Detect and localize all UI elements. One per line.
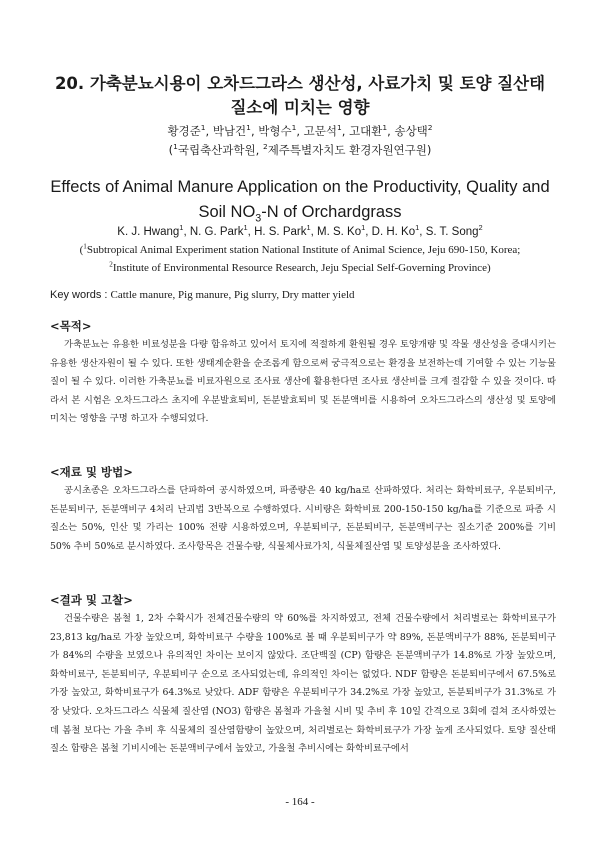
author-en: N. G. Park$^1$ bbox=[189, 223, 248, 238]
keywords bbox=[50, 287, 560, 303]
english-affiliation-1: ($^1$Subtropical Animal Experiment station National Institute of Animal Science, Jeju 690-150, Korea; bbox=[79, 242, 521, 256]
keywords-label: Key words : bbox=[50, 289, 111, 301]
author-ko: 고문석$^1$ bbox=[303, 123, 342, 138]
author-en: K. J. Hwang$^1$ bbox=[117, 223, 184, 238]
author-en: D. H. Ko$^1$ bbox=[371, 223, 420, 238]
purpose-paragraph: 가축분뇨는 유용한 비료성분을 다량 함유하고 있어서 토지에 적절하게 환원될 경우 토양개량 및 작물 생산성을 증대시키는 유용한 생산자원이 될 수 있다. 또한 생태계순환을 순조롭게 함으로써 궁극적으로는 환경을 보전하는데 기여할 수 있는 기능물질이 될 수 있다. 이러한 가축분뇨를 비료자원으로 조사료 생산에 활용한다면 조사료 생산비를 크게 절감할 수 있을 것이다. 따라서 본 시험은 오차드그라스 초지에 우분발효퇴비, 돈분발효퇴비 및 돈분액비를 시용하여 오차드그라스의 생산성 및 토양에 미치는 영향을 구명 하고자 수행되었다. bbox=[50, 339, 556, 425]
author-ko: 고대환$^1$ bbox=[349, 123, 388, 138]
author-en: S. T. Song$^2$ bbox=[425, 223, 483, 238]
english-affiliation-2: $^2$Institute of Environmental Resource Research, Jeju Special Self-Governing Province) bbox=[109, 260, 491, 274]
english-authors: K. J. Hwang$^1$, N. G. Park$^1$, H. S. Park$^1$, M. S. Ko$^1$, D. H. Ko$^1$, S. T. Song$^2$ bbox=[117, 223, 483, 238]
author-ko: 박형수$^1$ bbox=[258, 123, 297, 138]
korean-title-line-2: 질소에 미치는 영향 bbox=[230, 98, 370, 117]
section-heading-results: <결과 및 고찰> bbox=[50, 593, 133, 607]
korean-title bbox=[40, 72, 560, 120]
korean-authors: 황경준$^1$, 박남건$^1$, 박형수$^1$, 고문석$^1$, 고대환$^1$, 송상택$^2$ bbox=[167, 123, 433, 138]
korean-affiliations: ($^1$국립축산과학원, $^2$제주특별자치도 환경자원연구원) bbox=[168, 142, 432, 157]
results-paragraph: 건물수량은 봄철 1, 2차 수확시가 전체건물수량의 약 60%를 차지하였고, 전체 건물수량에서 처리별로는 화학비료구가 23,813 kg/ha로 가장 높았으며, 화학비료구 수량을 100%로 볼 때 우분퇴비구가 약 89%, 돈분액비구가 88%, 돈분퇴비구가 84%의 수량을 보였으나 유의적인 차이는 보이지 않았다. 조단백질 (CP) 함량은 돈분액비구가 14.8%로 가장 높았으며, 화학비료구, 돈분퇴비구, 우분퇴비구 순으로 조사되었는데, 유의적인 차이는 없었다. NDF 함량은 돈분퇴비구에서 67.5%로 가장 높았고, 화학비료구가 64.3%로 낮았다. ADF 함량은 우분퇴비구가 34.2%로 가장 높았고, 돈분퇴비구가 31.3%로 가장 낮았다. 오차드그라스 식물체 질산염 (NO3) 함량은 봄철과 가을철 시비 및 추비 후 10일 간격으로 3회에 걸쳐 조사하였는데 봄철 보다는 가을 추비 후 식물체의 질산염함량이 높았으며, 처리별로는 화학비료구가 가장 높게 조사되었다. 토양 질산태질소 함량은 봄철 기비시에는 돈분액비구에서 높았고, 가을철 추비시에는 화학비료구에서 bbox=[50, 613, 556, 755]
keywords-text: Cattle manure, Pig manure, Pig slurry, Dry matter yield bbox=[110, 289, 355, 301]
korean-title-line-1: 20. 가축분뇨시용이 오차드그라스 생산성, 사료가치 및 토양 질산태 bbox=[54, 74, 546, 93]
english-title bbox=[30, 175, 570, 225]
english-title-line-2: Soil $NO_3-N$ of Orchardgrass bbox=[198, 203, 402, 225]
methods-paragraph: 공시초종은 오차드그라스를 단파하여 공시하였으며, 파종량은 40 kg/ha로 산파하였다. 처리는 화학비료구, 우분퇴비구, 돈분퇴비구, 돈분액비구 4처리 난괴법 3반복으로 수행하였다. 시비량은 화학비료 200-150-150 kg/ha를 기준으로 파종 시 질소는 50%, 인산 및 가리는 100% 전량 시용하였으며, 우분퇴비구, 돈분퇴비구, 돈분액비구는 질소기준 200%를 기비 50% 추비 50%로 분시하였다. 조사항목은 건물수량, 식물체사료가치, 식물체질산염 및 토양성분을 조사하였다. bbox=[50, 485, 556, 552]
author-en: M. S. Ko$^1$ bbox=[317, 223, 366, 238]
author-ko: 박남건$^1$ bbox=[212, 123, 251, 138]
author-en: H. S. Park$^1$ bbox=[254, 223, 311, 238]
english-title-line-1: Effects of Animal Manure Application on the Productivity, Quality and bbox=[50, 178, 550, 196]
author-ko: 송상택$^2$ bbox=[394, 123, 433, 138]
author-ko: 황경준$^1$ bbox=[167, 123, 206, 138]
page-number: - 164 - bbox=[285, 796, 315, 808]
section-heading-purpose: <목적> bbox=[50, 319, 92, 333]
section-heading-methods: <재료 및 방법> bbox=[50, 465, 133, 479]
